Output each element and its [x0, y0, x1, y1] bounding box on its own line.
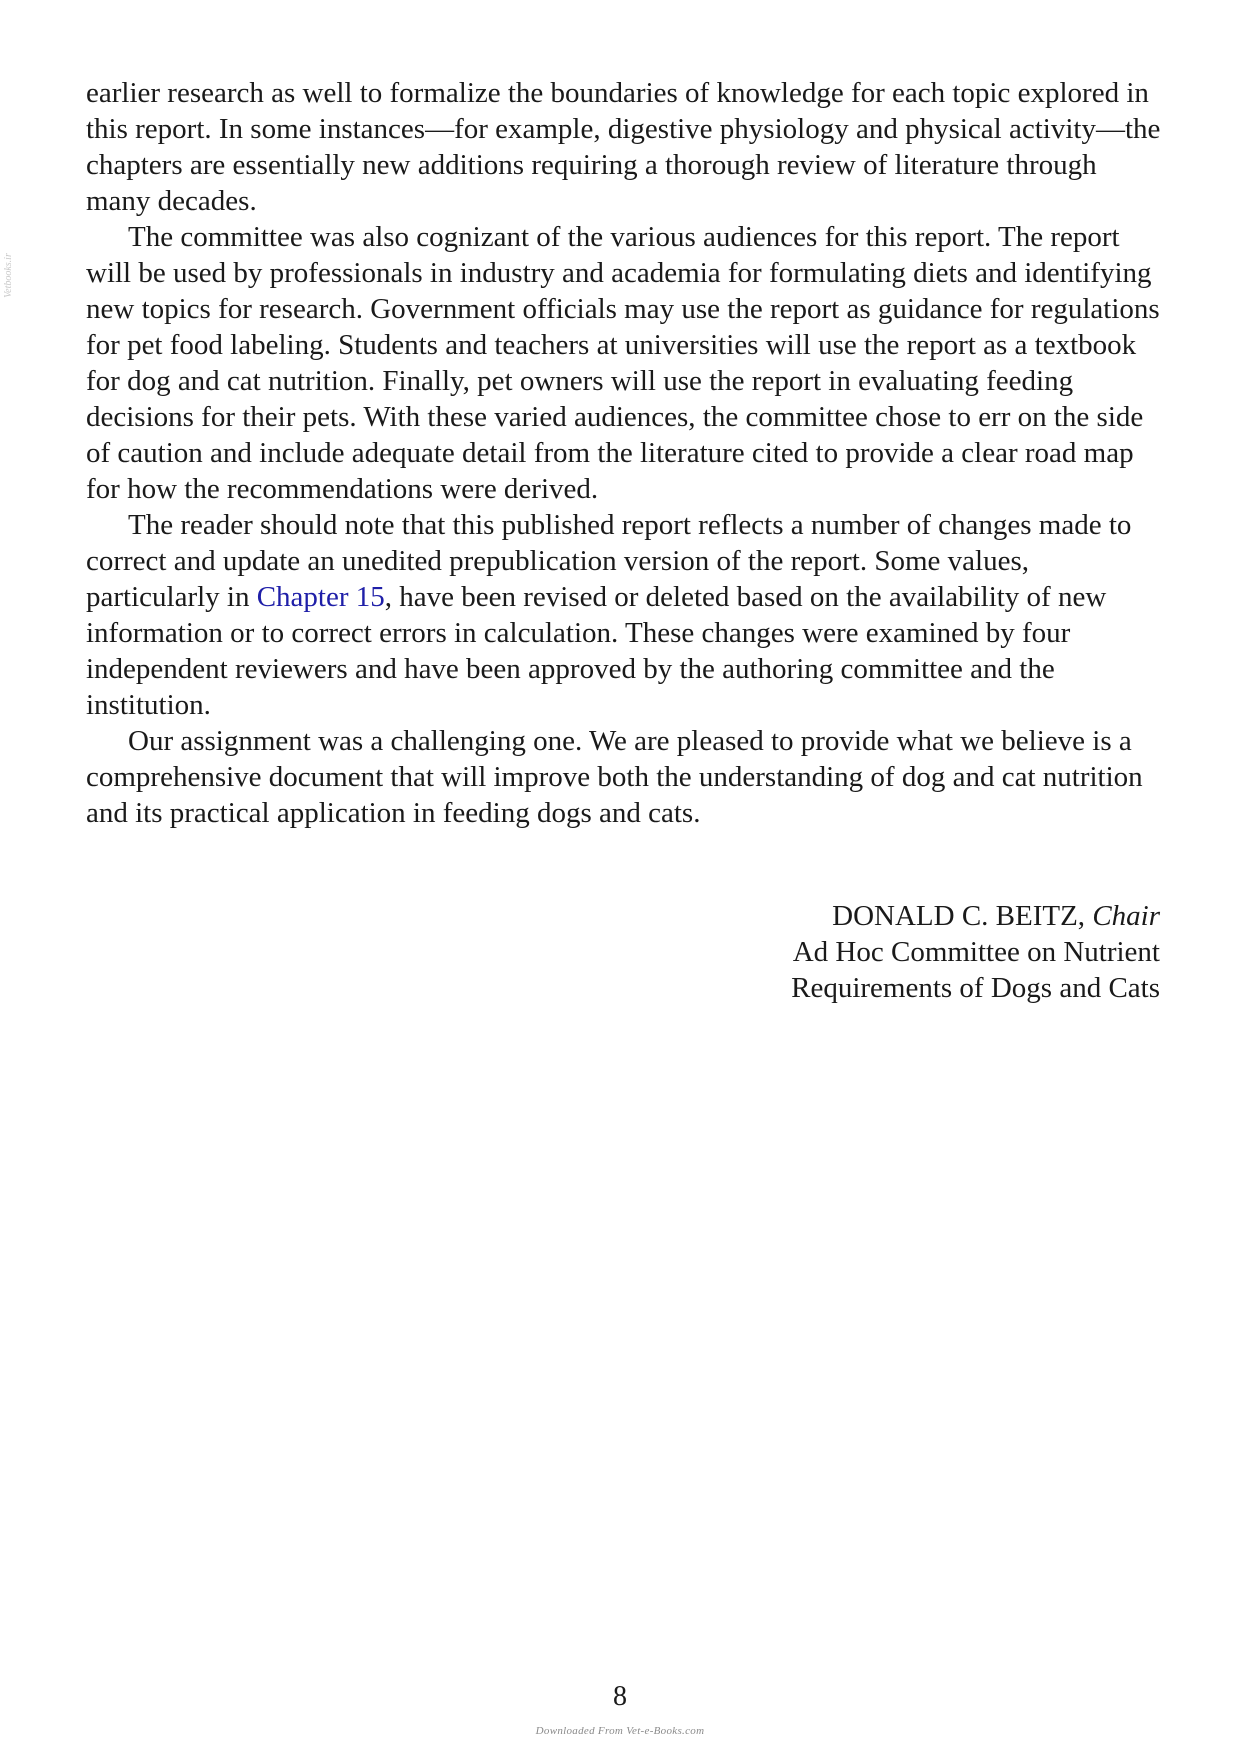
body-text: [86, 75, 1168, 831]
paragraph-4: Our assignment was a challenging one. We are pleased to provide what we believe is a comprehensive document that will improve both the understanding of dog and cat nutrition and its practical application in feeding dogs and cats.: [86, 725, 1143, 829]
signature-block: [791, 898, 1160, 1006]
footer-watermark: Downloaded From Vet-e-Books.com: [535, 1725, 705, 1737]
signature-role: Chair: [1092, 900, 1160, 932]
paragraph-1: earlier research as well to formalize the boundaries of knowledge for each topic explored in this report. In some instances—for example, digestive physiology and physical activity—the chapters are essentially new additions requiring a thorough review of literature through many decades.: [86, 77, 1161, 217]
signature-committee-line-2: Requirements of Dogs and Cats: [791, 972, 1160, 1004]
paragraph-3-before-link: The reader should note that this published report reflects a number of changes made to correct and update an unedited prepublication version of the report. Some values, particularly in: [86, 509, 1132, 613]
signature-name-line: [791, 898, 1160, 934]
paragraph-3: [86, 507, 1168, 723]
paragraph-2: The committee was also cognizant of the various audiences for this report. The report will be used by professionals in industry and academia for formulating diets and identifying new topics for research. Government officials may use the report as guidance for regulations for pet food labeling. Students and teachers at universities will use the report as a textbook for dog and cat nutrition. Finally, pet owners will use the report in evaluating feeding decisions for their pets. With these varied audiences, the committee chose to err on the side of caution and include adequate detail from the literature cited to provide a clear road map for how the recommendations were derived.: [86, 221, 1160, 505]
signature-committee-line: Ad Hoc Committee on Nutrient: [792, 936, 1160, 968]
signature-name: DONALD C. BEITZ,: [832, 900, 1086, 932]
chapter-15-link[interactable]: Chapter 15: [256, 581, 385, 613]
side-watermark: Vetbooks.ir: [2, 253, 14, 298]
page-number: 8: [613, 1681, 627, 1712]
paragraph-3-after-link: , have been revised or deleted based on the availability of new information or to correct errors in calculation. These changes were examined by four independent reviewers and have been approved by the authoring committee and the institution.: [86, 581, 1107, 721]
